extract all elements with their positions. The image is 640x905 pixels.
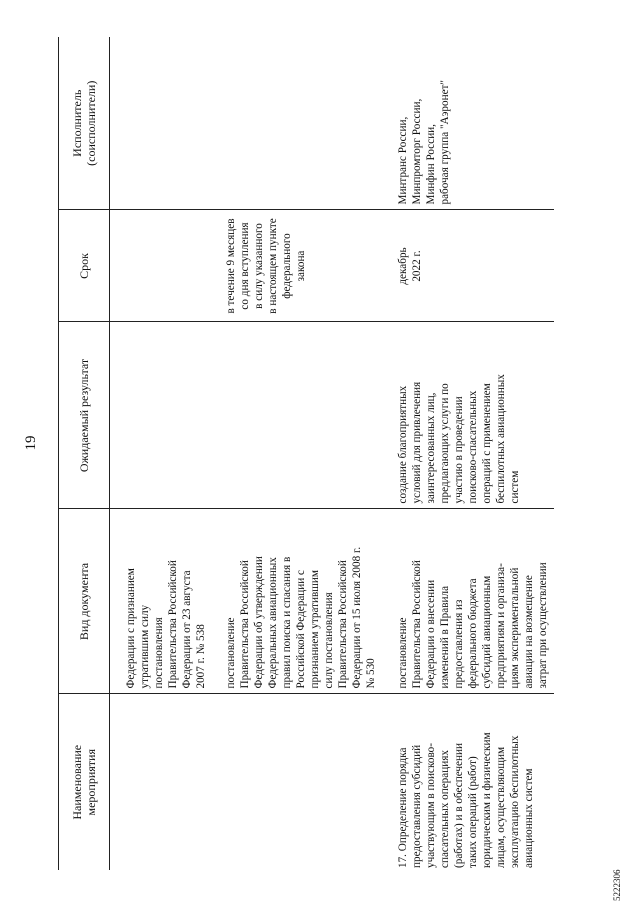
- cell-deadline: декабрь 2022 г.: [382, 210, 554, 322]
- cell-document-type: постановление Правительства Российской Федерации о внесении изменений в Правила предоставления из федерального бюджета субсидий авиационным предприятиям и организа- циям экспериментальной авиации на возмещение затрат при осуществлении: [382, 509, 554, 694]
- cell-document-type: постановление Правительства Российской Федерации об утверждении Федеральных авиационных правил поиска и спасания в Российской Федерации с признанием утратившим силу постановления Правительства Российской Федерации от 15 июля 2008 г. № 530: [212, 509, 382, 694]
- cell-measure-name: 17. Определение порядка предоставления субсидий участвующим в поисково- спасательных операциях (работах) и в обеспечении таких операций (работ) юридическим и физическим лицам, осуществляющим эксплуатацию беспилотных авиационных систем: [397, 732, 535, 868]
- page-number: 19: [23, 435, 39, 451]
- cell-deadline: в течение 9 месяцев со дня вступления в силу указанного в настоящем пункте федерального закона: [212, 210, 382, 322]
- cell-deadline: [110, 210, 213, 322]
- header-expected-result: Ожидаемый результат: [59, 322, 110, 509]
- header-document-type: Вид документа: [59, 509, 110, 694]
- cell-measure-name: [110, 694, 213, 870]
- cell-executor: [212, 37, 382, 210]
- header-executor: Исполнитель (соисполнители): [59, 37, 110, 210]
- table-header-row: [59, 37, 110, 870]
- cell-executor: Минтранс России, Минпромторг России, Минфин России, рабочая группа "Аэронет": [382, 37, 554, 210]
- header-deadline: Срок: [59, 210, 110, 322]
- header-measure-name: Наименование мероприятия: [59, 694, 110, 870]
- cell-expected-result: [110, 322, 213, 509]
- table-row: [212, 37, 382, 870]
- measures-table: [58, 37, 554, 870]
- table-row: [382, 37, 554, 870]
- cell-measure-name: [212, 694, 382, 870]
- cell-document-type: Федерации с признанием утратившим силу постановления Правительства Российской Федерации от 23 августа 2007 г. № 538: [110, 509, 213, 694]
- table-row: [110, 37, 213, 870]
- cell-expected-result: [212, 322, 382, 509]
- document-code: 5222306: [612, 869, 622, 901]
- cell-expected-result: создание благоприятных условий для привлечения заинтересованных лиц, предлагающих услуги по участию в проведении поисково-спасательных операций с применением беспилотных авиационных систем: [382, 322, 554, 509]
- cell-executor: [110, 37, 213, 210]
